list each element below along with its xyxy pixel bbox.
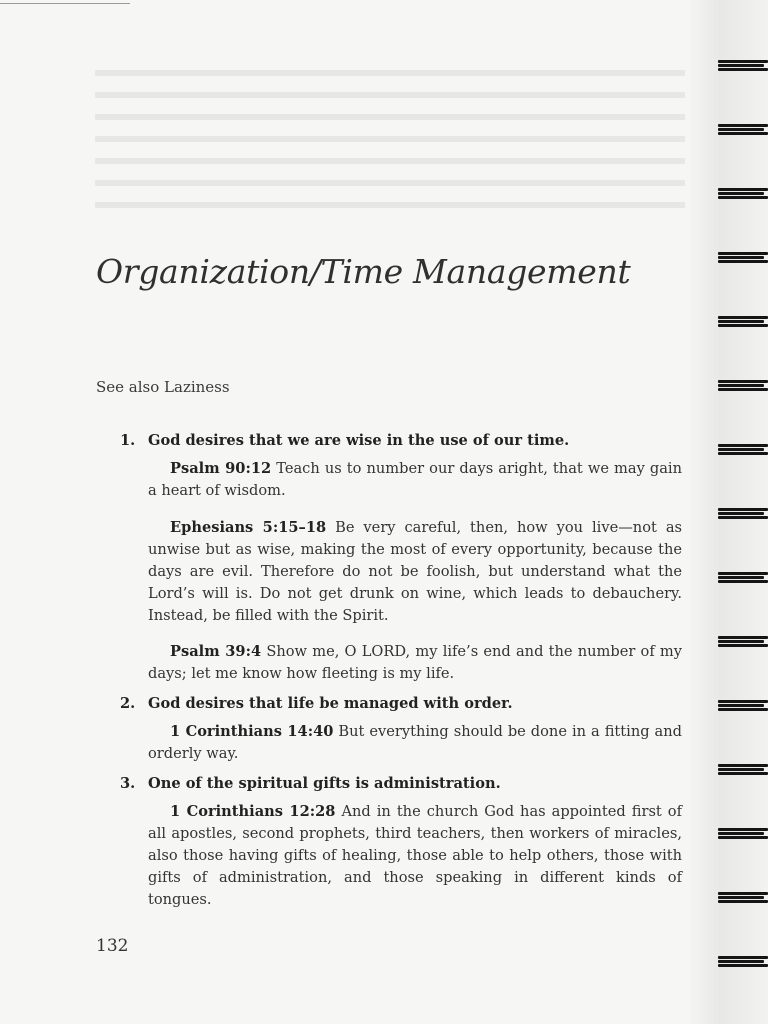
verse-text: And in the church God has appointed first of all apostles, second prophets, third teachers, then workers of miracles, also those having gifts of healing, those able to help others, those with gifts of administration, and those speaking in different kinds of tongues. (148, 803, 682, 909)
verse-reference: Psalm 90:12 (170, 460, 272, 477)
verse-text: But everything should be done in a fitting and orderly way. (148, 723, 682, 763)
verse-text: Teach us to number our days aright, that we may gain a heart of wisdom. (148, 460, 683, 499)
bleed-through-text (95, 70, 685, 220)
binding-coil (718, 188, 768, 202)
binding-coil (718, 124, 768, 138)
binding-coil (718, 60, 768, 74)
section-number: 3. (120, 775, 136, 793)
binding-coil (718, 572, 768, 586)
verse (148, 721, 682, 765)
page-number: 132 (96, 936, 129, 956)
verse-reference: Psalm 39:4 (170, 643, 262, 661)
section-heading (120, 430, 682, 452)
binding-coil (718, 828, 768, 842)
page-title: Organization/Time Management (96, 252, 631, 291)
section-heading-text: One of the spiritual gifts is administration. (148, 775, 501, 793)
verse (148, 801, 682, 911)
section-2 (96, 693, 682, 765)
verse-text: Be very careful, then, how you live—not as unwise but as wise, making the most of every opportunity, because the days are evil. Therefore do not be foolish, but understand what the Lord’s will is. Do not get drunk on wine, which leads to debauchery. Instead, be filled with the Spirit. (148, 518, 683, 624)
section-number: 2. (120, 695, 136, 713)
binding-coil (718, 700, 768, 714)
section-heading (120, 693, 682, 715)
verse-reference: 1 Corinthians 14:40 (170, 723, 334, 741)
binding-coil (718, 636, 768, 650)
binding-coil (718, 764, 768, 778)
section-heading-text: God desires that we are wise in the use of our time. (148, 432, 570, 449)
section-heading (120, 773, 682, 795)
binding-coil (718, 316, 768, 330)
binding-coil (718, 444, 768, 458)
section-1 (96, 430, 682, 685)
section-number: 1. (120, 432, 136, 449)
verse-reference: 1 Corinthians 12:28 (170, 803, 336, 821)
verse (148, 641, 682, 685)
binding-coil (718, 508, 768, 522)
binding-coil (718, 380, 768, 394)
verse-reference: Ephesians 5:15–18 (170, 518, 327, 536)
verse (148, 458, 682, 502)
section-heading-text: God desires that life be managed with order. (148, 695, 513, 713)
verse-text: Show me, O LORD, my life’s end and the number of my days; let me know how fleeting is my life. (148, 643, 683, 683)
binding-coil (718, 252, 768, 266)
page-edge-line (0, 3, 130, 4)
binding-coil (718, 892, 768, 906)
binding-coil (718, 956, 768, 970)
see-also-note: See also Laziness (96, 378, 230, 396)
section-3 (96, 773, 682, 911)
topic-content (96, 430, 682, 919)
verse (148, 517, 682, 627)
